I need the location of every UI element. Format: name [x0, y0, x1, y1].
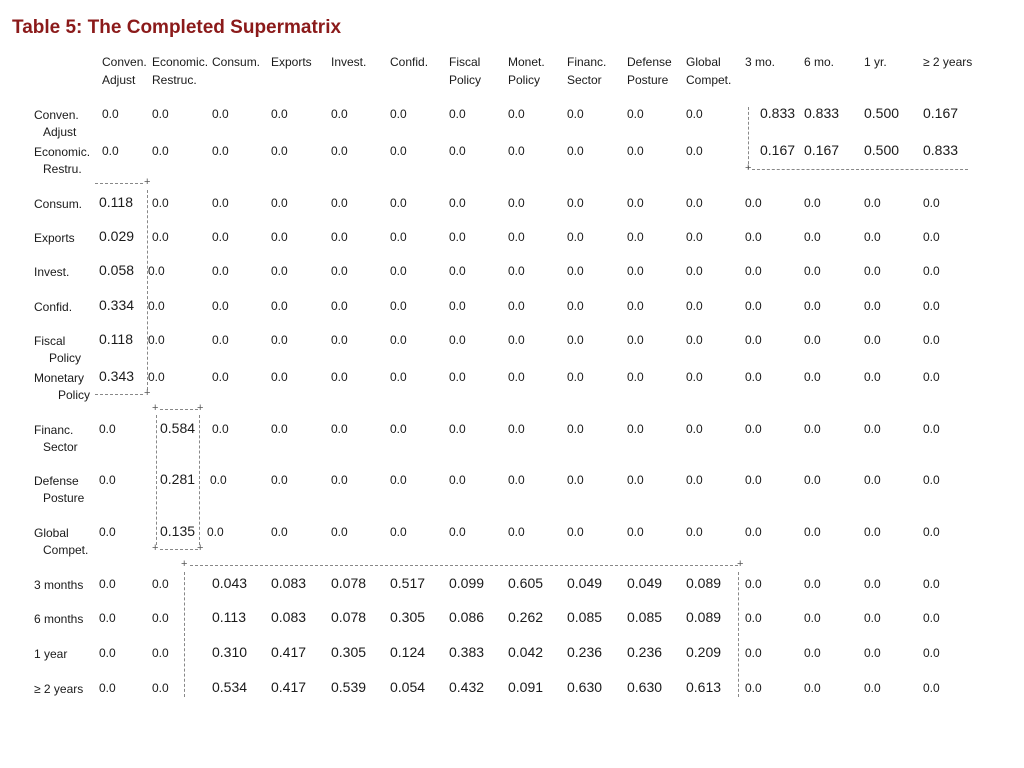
- matrix-cell: 0.0: [567, 422, 584, 436]
- row-label: [34, 333, 81, 367]
- matrix-cell: 0.833: [760, 105, 796, 121]
- matrix-cell: 0.0: [212, 333, 229, 347]
- matrix-cell: 0.0: [331, 370, 348, 384]
- matrix-cell: 0.0: [745, 196, 762, 210]
- matrix-cell: 0.0: [271, 299, 288, 313]
- matrix-cell: 0.049: [627, 575, 663, 591]
- matrix-cell: 0.0: [508, 107, 525, 121]
- matrix-cell: 0.0: [152, 144, 169, 158]
- matrix-cell: 0.0: [745, 333, 762, 347]
- matrix-cell: 0.343: [99, 368, 135, 384]
- matrix-cell: 0.630: [627, 679, 663, 695]
- matrix-cell: 0.0: [212, 264, 229, 278]
- matrix-cell: 0.0: [449, 144, 466, 158]
- matrix-cell: 0.0: [99, 611, 116, 625]
- matrix-cell: 0.0: [212, 107, 229, 121]
- matrix-cell: 0.0: [686, 473, 703, 487]
- matrix-cell: 0.0: [686, 525, 703, 539]
- matrix-cell: 0.0: [745, 681, 762, 695]
- matrix-cell: 0.0: [390, 525, 407, 539]
- matrix-cell: 0.0: [331, 264, 348, 278]
- matrix-cell: 0.0: [567, 333, 584, 347]
- row-label-line: Economic.: [34, 145, 91, 159]
- row-label-line: Monetary: [34, 371, 85, 385]
- column-header: 3 mo.: [745, 55, 776, 69]
- matrix-cell: 0.0: [686, 230, 703, 244]
- matrix-cell: 0.0: [331, 333, 348, 347]
- matrix-cell: 0.0: [923, 681, 940, 695]
- row-label-line: Restru.: [43, 162, 82, 176]
- matrix-cell: 0.0: [271, 473, 288, 487]
- matrix-cell: 0.0: [864, 473, 881, 487]
- matrix-cell: 0.0: [804, 681, 821, 695]
- matrix-cell: 0.209: [686, 644, 722, 660]
- matrix-cell: 0.0: [271, 196, 288, 210]
- matrix-cell: 0.0: [923, 370, 940, 384]
- block-corner: +: [152, 402, 159, 414]
- matrix-cell: 0.0: [864, 525, 881, 539]
- matrix-cell: 0.099: [449, 575, 485, 591]
- block-border: [156, 415, 157, 545]
- matrix-cell: 0.0: [923, 230, 940, 244]
- matrix-cell: 0.167: [923, 105, 959, 121]
- matrix-cell: 0.500: [864, 142, 900, 158]
- matrix-cell: 0.0: [923, 577, 940, 591]
- matrix-cell: 0.262: [508, 609, 544, 625]
- matrix-cell: 0.083: [271, 575, 307, 591]
- matrix-cell: 0.0: [99, 525, 116, 539]
- matrix-cell: 0.0: [745, 264, 762, 278]
- matrix-cell: 0.0: [449, 422, 466, 436]
- matrix-cell: 0.539: [331, 679, 367, 695]
- matrix-cell: 0.0: [331, 144, 348, 158]
- block-border: [752, 169, 968, 170]
- row-label: [34, 370, 90, 404]
- matrix-cell: 0.236: [627, 644, 663, 660]
- matrix-cell: 0.0: [804, 264, 821, 278]
- matrix-cell: 0.0: [923, 525, 940, 539]
- row-label-line: Exports: [34, 231, 75, 245]
- column-header: Monet. Policy: [508, 55, 545, 87]
- matrix-cell: 0.0: [271, 107, 288, 121]
- matrix-cell: 0.0: [804, 577, 821, 591]
- matrix-cell: 0.0: [804, 646, 821, 660]
- matrix-cell: 0.078: [331, 609, 367, 625]
- column-header: Confid.: [390, 55, 429, 69]
- row-label-line: 3 months: [34, 578, 84, 592]
- matrix-cell: 0.0: [864, 681, 881, 695]
- matrix-cell: 0.0: [331, 422, 348, 436]
- matrix-cell: 0.0: [686, 196, 703, 210]
- matrix-cell: 0.0: [923, 611, 940, 625]
- matrix-cell: 0.0: [102, 107, 119, 121]
- matrix-cell: 0.0: [864, 333, 881, 347]
- row-label-line: Defense: [34, 474, 79, 488]
- row-label-line: Policy: [58, 388, 91, 402]
- matrix-cell: 0.0: [508, 525, 525, 539]
- matrix-cell: 0.0: [627, 333, 644, 347]
- matrix-cell: 0.0: [152, 230, 169, 244]
- row-label-line: Financ.: [34, 423, 74, 437]
- matrix-cell: 0.0: [152, 107, 169, 121]
- matrix-cell: 0.0: [331, 230, 348, 244]
- matrix-cell: 0.0: [508, 230, 525, 244]
- matrix-cell: 0.0: [686, 264, 703, 278]
- matrix-cell: 0.0: [627, 525, 644, 539]
- matrix-cell: 0.0: [745, 611, 762, 625]
- row-label-line: Confid.: [34, 300, 73, 314]
- row-label-line: ≥ 2 years: [34, 682, 84, 696]
- row-label-line: Fiscal: [34, 334, 66, 348]
- matrix-cell: 0.0: [508, 264, 525, 278]
- row-label-line: Consum.: [34, 197, 83, 211]
- matrix-cell: 0.078: [331, 575, 367, 591]
- matrix-cell: 0.334: [99, 297, 135, 313]
- matrix-cell: 0.0: [567, 144, 584, 158]
- block-corner: +: [197, 402, 204, 414]
- matrix-cell: 0.0: [804, 422, 821, 436]
- matrix-cell: 0.054: [390, 679, 426, 695]
- matrix-cell: 0.0: [627, 196, 644, 210]
- matrix-cell: 0.049: [567, 575, 603, 591]
- matrix-cell: 0.0: [152, 577, 169, 591]
- matrix-cell: 0.0: [148, 264, 165, 278]
- matrix-cell: 0.0: [864, 646, 881, 660]
- matrix-cell: 0.0: [212, 196, 229, 210]
- block-corner: +: [181, 558, 188, 570]
- matrix-cell: 0.167: [760, 142, 796, 158]
- matrix-cell: 0.0: [745, 577, 762, 591]
- row-label-line: Invest.: [34, 265, 70, 279]
- matrix-cell: 0.0: [390, 333, 407, 347]
- block-border: [190, 565, 738, 566]
- row-label-line: Adjust: [43, 125, 77, 139]
- matrix-cell: 0.0: [331, 525, 348, 539]
- row-label: [34, 107, 79, 141]
- matrix-cell: 0.0: [331, 473, 348, 487]
- matrix-cell: 0.0: [567, 299, 584, 313]
- matrix-cell: 0.0: [212, 299, 229, 313]
- block-corner: +: [745, 162, 752, 174]
- matrix-cell: 0.0: [449, 473, 466, 487]
- matrix-cell: 0.0: [923, 264, 940, 278]
- matrix-cell: 0.417: [271, 679, 307, 695]
- row-label-line: Compet.: [43, 543, 89, 557]
- matrix-cell: 0.0: [804, 333, 821, 347]
- matrix-cell: 0.167: [804, 142, 840, 158]
- matrix-cell: 0.0: [627, 422, 644, 436]
- matrix-cell: 0.118: [99, 194, 133, 210]
- matrix-cell: 0.0: [152, 681, 169, 695]
- column-header: ≥ 2 years: [923, 55, 973, 69]
- matrix-cell: 0.029: [99, 228, 135, 244]
- matrix-cell: 0.0: [686, 299, 703, 313]
- matrix-cell: 0.0: [210, 473, 227, 487]
- row-label: [34, 577, 83, 594]
- row-label-line: Sector: [43, 440, 78, 454]
- matrix-cell: 0.0: [152, 196, 169, 210]
- matrix-cell: 0.0: [449, 264, 466, 278]
- column-header: Fiscal Policy: [449, 55, 482, 87]
- matrix-cell: 0.0: [923, 422, 940, 436]
- row-label: [34, 422, 78, 456]
- matrix-cell: 0.0: [686, 144, 703, 158]
- matrix-cell: 0.0: [864, 299, 881, 313]
- matrix-cell: 0.0: [567, 230, 584, 244]
- row-label-line: Global: [34, 526, 69, 540]
- matrix-cell: 0.0: [567, 525, 584, 539]
- matrix-cell: 0.0: [864, 196, 881, 210]
- matrix-cell: 0.0: [864, 611, 881, 625]
- matrix-cell: 0.0: [449, 107, 466, 121]
- column-header: Defense Posture: [627, 55, 672, 87]
- row-label: [34, 144, 90, 178]
- matrix-cell: 0.0: [449, 299, 466, 313]
- row-label: [34, 264, 69, 281]
- matrix-cell: 0.0: [508, 370, 525, 384]
- matrix-cell: 0.0: [390, 473, 407, 487]
- matrix-cell: 0.0: [148, 299, 165, 313]
- matrix-cell: 0.310: [212, 644, 248, 660]
- matrix-cell: 0.0: [627, 107, 644, 121]
- matrix-cell: 0.0: [567, 196, 584, 210]
- matrix-cell: 0.085: [627, 609, 663, 625]
- matrix-cell: 0.0: [390, 299, 407, 313]
- matrix-cell: 0.0: [508, 196, 525, 210]
- matrix-cell: 0.0: [745, 370, 762, 384]
- matrix-cell: 0.0: [390, 422, 407, 436]
- matrix-cell: 0.0: [271, 370, 288, 384]
- matrix-cell: 0.0: [390, 264, 407, 278]
- column-header: Exports: [271, 55, 312, 69]
- matrix-cell: 0.584: [160, 420, 196, 436]
- matrix-cell: 0.0: [567, 107, 584, 121]
- matrix-cell: 0.0: [567, 473, 584, 487]
- matrix-cell: 0.0: [745, 230, 762, 244]
- matrix-cell: 0.0: [627, 264, 644, 278]
- block-border: [184, 572, 185, 697]
- matrix-cell: 0.0: [745, 473, 762, 487]
- matrix-cell: 0.0: [686, 333, 703, 347]
- matrix-cell: 0.0: [508, 299, 525, 313]
- matrix-cell: 0.135: [160, 523, 196, 539]
- row-label: [34, 611, 83, 628]
- matrix-cell: 0.0: [804, 299, 821, 313]
- matrix-cell: 0.0: [271, 144, 288, 158]
- matrix-cell: 0.517: [390, 575, 426, 591]
- row-label-line: 1 year: [34, 647, 68, 661]
- matrix-cell: 0.0: [804, 473, 821, 487]
- matrix-cell: 0.0: [390, 370, 407, 384]
- matrix-cell: 0.383: [449, 644, 485, 660]
- matrix-cell: 0.0: [390, 196, 407, 210]
- matrix-cell: 0.0: [686, 422, 703, 436]
- matrix-cell: 0.0: [99, 422, 116, 436]
- row-label-line: Policy: [49, 351, 82, 365]
- matrix-cell: 0.0: [923, 299, 940, 313]
- row-label-line: Conven.: [34, 108, 79, 122]
- row-label: [34, 681, 83, 698]
- matrix-cell: 0.0: [212, 230, 229, 244]
- matrix-cell: 0.0: [99, 646, 116, 660]
- matrix-cell: 0.0: [271, 422, 288, 436]
- row-label-line: Posture: [43, 491, 85, 505]
- block-border: [95, 394, 143, 395]
- matrix-cell: 0.0: [508, 333, 525, 347]
- matrix-cell: 0.0: [508, 473, 525, 487]
- block-border: [738, 572, 739, 697]
- matrix-cell: 0.091: [508, 679, 544, 695]
- matrix-cell: 0.236: [567, 644, 603, 660]
- matrix-cell: 0.0: [627, 144, 644, 158]
- matrix-cell: 0.0: [102, 144, 119, 158]
- matrix-cell: 0.058: [99, 262, 135, 278]
- matrix-cell: 0.0: [449, 525, 466, 539]
- block-border: [748, 107, 749, 169]
- matrix-cell: 0.0: [99, 473, 116, 487]
- matrix-cell: 0.0: [627, 370, 644, 384]
- matrix-cell: 0.0: [99, 681, 116, 695]
- matrix-cell: 0.0: [923, 646, 940, 660]
- block-border: [160, 409, 198, 410]
- matrix-cell: 0.0: [923, 473, 940, 487]
- matrix-cell: 0.0: [207, 525, 224, 539]
- matrix-cell: 0.0: [627, 299, 644, 313]
- matrix-cell: 0.0: [212, 422, 229, 436]
- matrix-cell: 0.118: [99, 331, 133, 347]
- table-title: Table 5: The Completed Supermatrix: [12, 17, 342, 38]
- matrix-cell: 0.417: [271, 644, 307, 660]
- matrix-cell: 0.0: [804, 525, 821, 539]
- matrix-cell: 0.0: [745, 525, 762, 539]
- matrix-cell: 0.0: [99, 577, 116, 591]
- matrix-cell: 0.0: [271, 230, 288, 244]
- matrix-cell: 0.0: [864, 264, 881, 278]
- matrix-cell: 0.0: [686, 107, 703, 121]
- matrix-cell: 0.500: [864, 105, 900, 121]
- column-header: Conven. Adjust: [102, 55, 147, 87]
- matrix-cell: 0.0: [864, 422, 881, 436]
- matrix-cell: 0.0: [449, 370, 466, 384]
- row-label: [34, 299, 72, 316]
- matrix-cell: 0.0: [212, 370, 229, 384]
- matrix-cell: 0.086: [449, 609, 485, 625]
- matrix-cell: 0.0: [148, 370, 165, 384]
- block-corner: +: [152, 542, 159, 554]
- matrix-cell: 0.0: [212, 144, 229, 158]
- matrix-cell: 0.0: [923, 333, 940, 347]
- row-label: [34, 646, 67, 663]
- matrix-cell: 0.833: [804, 105, 840, 121]
- matrix-cell: 0.0: [449, 196, 466, 210]
- matrix-cell: 0.0: [567, 264, 584, 278]
- matrix-cell: 0.0: [449, 333, 466, 347]
- column-header: Consum.: [212, 55, 261, 69]
- matrix-cell: 0.0: [864, 577, 881, 591]
- matrix-cell: 0.0: [390, 107, 407, 121]
- matrix-cell: 0.0: [804, 370, 821, 384]
- matrix-cell: 0.042: [508, 644, 544, 660]
- matrix-cell: 0.305: [390, 609, 426, 625]
- matrix-cell: 0.0: [804, 196, 821, 210]
- matrix-cell: 0.630: [567, 679, 603, 695]
- column-header: 6 mo.: [804, 55, 835, 69]
- matrix-cell: 0.083: [271, 609, 307, 625]
- block-corner: +: [144, 176, 151, 188]
- block-border: [160, 549, 198, 550]
- matrix-cell: 0.833: [923, 142, 959, 158]
- matrix-cell: 0.0: [745, 422, 762, 436]
- matrix-cell: 0.0: [508, 144, 525, 158]
- matrix-cell: 0.0: [804, 611, 821, 625]
- matrix-cell: 0.613: [686, 679, 722, 695]
- matrix-cell: 0.0: [152, 646, 169, 660]
- matrix-cell: 0.305: [331, 644, 367, 660]
- matrix-cell: 0.0: [390, 144, 407, 158]
- block-border: [95, 183, 143, 184]
- matrix-cell: 0.0: [331, 107, 348, 121]
- matrix-cell: 0.0: [923, 196, 940, 210]
- row-label-line: 6 months: [34, 612, 84, 626]
- block-corner: +: [144, 387, 151, 399]
- matrix-cell: 0.0: [449, 230, 466, 244]
- column-header: Economic. Restruc.: [152, 55, 209, 87]
- matrix-cell: 0.0: [864, 370, 881, 384]
- matrix-cell: 0.0: [745, 299, 762, 313]
- matrix-cell: 0.0: [331, 299, 348, 313]
- matrix-cell: 0.0: [567, 370, 584, 384]
- matrix-cell: 0.0: [271, 264, 288, 278]
- column-header: Financ. Sector: [567, 55, 607, 87]
- matrix-cell: 0.0: [864, 230, 881, 244]
- matrix-cell: 0.085: [567, 609, 603, 625]
- block-corner: +: [737, 558, 744, 570]
- matrix-cell: 0.089: [686, 609, 722, 625]
- matrix-cell: 0.534: [212, 679, 248, 695]
- matrix-cell: 0.0: [508, 422, 525, 436]
- matrix-cell: 0.281: [160, 471, 196, 487]
- matrix-cell: 0.0: [271, 333, 288, 347]
- matrix-cell: 0.0: [627, 473, 644, 487]
- block-border: [147, 190, 148, 390]
- matrix-cell: 0.113: [212, 609, 246, 625]
- column-header: Global Compet.: [686, 55, 732, 87]
- matrix-cell: 0.0: [331, 196, 348, 210]
- matrix-cell: 0.124: [390, 644, 426, 660]
- row-label: [34, 196, 82, 213]
- matrix-cell: 0.0: [271, 525, 288, 539]
- matrix-cell: 0.0: [804, 230, 821, 244]
- row-label: [34, 525, 88, 559]
- matrix-cell: 0.0: [148, 333, 165, 347]
- matrix-cell: 0.0: [686, 370, 703, 384]
- matrix-cell: 0.432: [449, 679, 485, 695]
- column-header: Invest.: [331, 55, 367, 69]
- matrix-cell: 0.605: [508, 575, 544, 591]
- matrix-cell: 0.0: [745, 646, 762, 660]
- matrix-cell: 0.089: [686, 575, 722, 591]
- matrix-cell: 0.0: [390, 230, 407, 244]
- matrix-cell: 0.0: [627, 230, 644, 244]
- block-border: [199, 415, 200, 545]
- row-label: [34, 230, 75, 247]
- block-corner: +: [197, 542, 204, 554]
- column-header: 1 yr.: [864, 55, 887, 69]
- matrix-cell: 0.0: [152, 611, 169, 625]
- row-label: [34, 473, 84, 507]
- matrix-cell: 0.043: [212, 575, 248, 591]
